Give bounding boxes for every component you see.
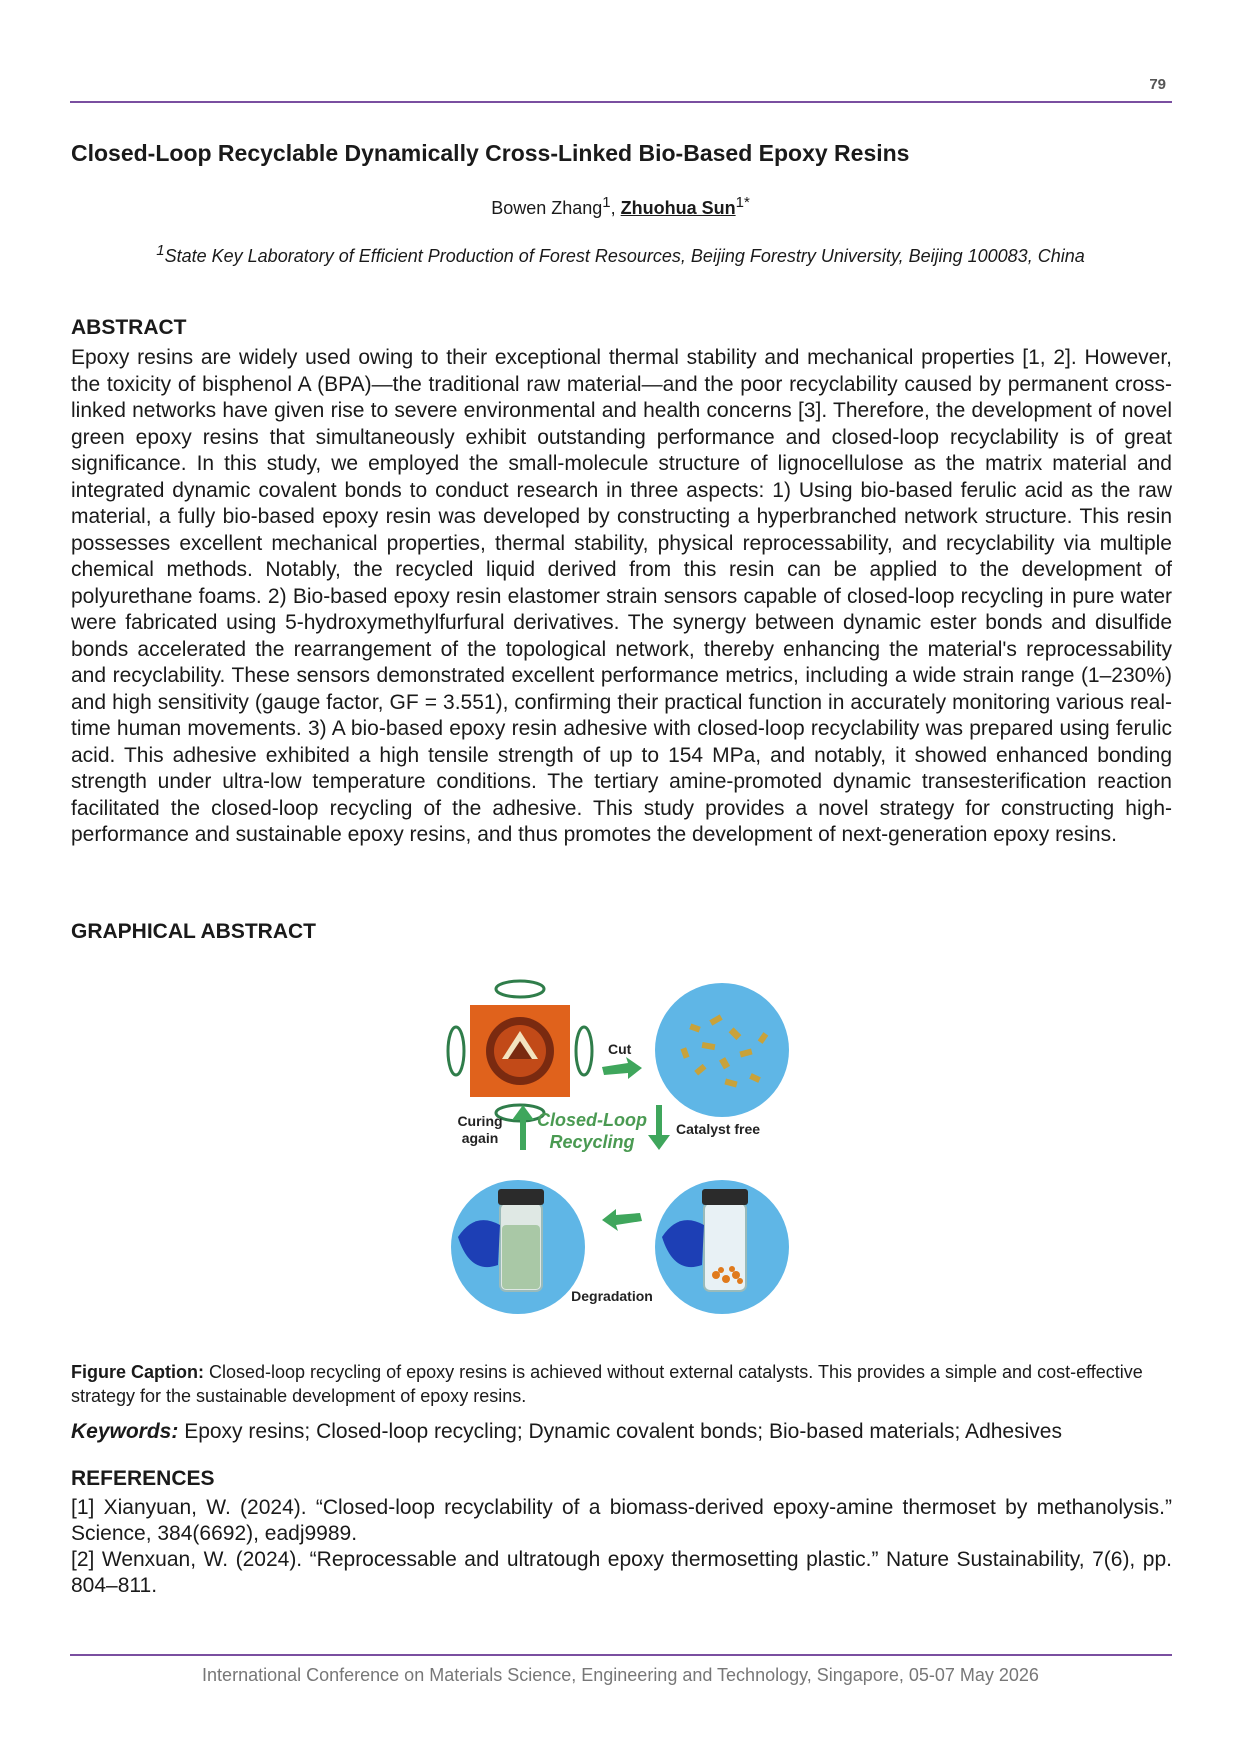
cut-label: Cut <box>608 1041 632 1057</box>
graphical-abstract-figure <box>440 975 820 1320</box>
author-2: Zhuohua Sun <box>620 198 736 218</box>
caption-label: Figure Caption: <box>71 1362 204 1382</box>
keywords-text: Epoxy resins; Closed-loop recycling; Dynamic covalent bonds; Bio-based materials; Adhesives <box>178 1420 1062 1443</box>
footer-text: International Conference on Materials Science, Engineering and Technology, Singapore, 05-07 May 2026 <box>202 1665 1039 1685</box>
abstract-body: Epoxy resins are widely used owing to their exceptional thermal stability and mechanical properties [1, 2]. However, the toxicity of bisphenol A (BPA)—the traditional raw material—and the poor recyclability caused by permanent cross-linked networks have given rise to severe environmental and health concerns [3]. Therefore, the development of novel green epoxy resins that simultaneously exhibit outstanding performance and closed-loop recyclability is of great significance. In this study, we employed the small-molecule structure of lignocellulose as the matrix material and integrated dynamic covalent bonds to conduct research in three aspects: 1) Using bio-based ferulic acid as the raw material, a fully bio-based epoxy resin was developed by constructing a hyperbranched network structure. This resin possesses excellent mechanical properties, thermal stability, physical reprocessability, and recyclability via multiple chemical methods. Notably, the recycled liquid derived from this resin can be applied to the development of polyurethane foams. 2) Bio-based epoxy resin elastomer strain sensors capable of closed-loop recycling in pure water were fabricated using 5-hydroxymethylfurfural derivatives. The synergy between dynamic ester bonds and disulfide bonds accelerated the rearrangement of the topological network, thereby enhancing the material's reprocessability and recyclability. These sensors demonstrated excellent performance metrics, including a wide strain range (1–230%) and high sensitivity (gauge factor, GF = 3.551), confirming their practical function in accurately monitoring various real-time human movements. 3) A bio-based epoxy resin adhesive with closed-loop recyclability was prepared using ferulic acid. This adhesive exhibited a high tensile strength of up to 154 MPa, and notably, it showed enhanced bonding strength under ultra-low temperature conditions. The tertiary amine-promoted dynamic transesterification reaction facilitated the closed-loop recycling of the adhesive. This study provides a novel strategy for constructing high-performance and sustainable epoxy resins, and thus promotes the development of next-generation epoxy resins. <box>71 346 1172 846</box>
author-separator: , <box>610 198 621 218</box>
graphical-abstract-heading: GRAPHICAL ABSTRACT <box>71 920 316 943</box>
arrow-degradation-icon <box>602 1209 642 1231</box>
affiliation <box>0 242 1241 267</box>
affiliation-text: State Key Laboratory of Efficient Production of Forest Resources, Beijing Forestry University, Beijing 100083, China <box>164 246 1085 266</box>
author-1-affil: 1 <box>602 194 611 211</box>
references-list <box>71 1495 1172 1599</box>
degradation-vial-image <box>655 1180 789 1314</box>
footer-rule <box>70 1654 1172 1656</box>
page-number: 79 <box>1149 76 1166 93</box>
header-rule <box>70 101 1172 103</box>
catalyst-free-label: Catalyst free <box>676 1121 761 1137</box>
author-line <box>0 194 1241 219</box>
arrow-catalyst-free-icon <box>648 1105 670 1150</box>
caption-text: Closed-loop recycling of epoxy resins is achieved without external catalysts. This provides a simple and cost-effective strategy for the sustainable development of epoxy resins. <box>71 1362 1143 1406</box>
keywords <box>71 1420 1062 1444</box>
center-label-line1: Closed-Loop <box>537 1110 647 1130</box>
curing-label-line2: again <box>461 1130 499 1146</box>
cured-vial-image <box>451 1180 585 1314</box>
references-heading: REFERENCES <box>71 1467 215 1490</box>
author-1: Bowen Zhang <box>491 198 603 218</box>
author-2-affil: 1* <box>735 194 750 211</box>
paper-title: Closed-Loop Recyclable Dynamically Cross-Linked Bio-Based Epoxy Resins <box>71 140 910 166</box>
abstract-heading: ABSTRACT <box>71 316 187 339</box>
affiliation-marker: 1 <box>156 242 165 259</box>
figure-caption <box>71 1360 1171 1408</box>
university-logo-resin-image <box>448 981 592 1121</box>
arrow-curing-icon <box>512 1105 534 1150</box>
center-label-line2: Recycling <box>549 1132 635 1152</box>
reference-item: [2] Wenxuan, W. (2024). “Reprocessable and ultratough epoxy thermosetting plastic.” Nature Sustainability, 7(6), pp. 804–811. <box>71 1548 1172 1597</box>
curing-label-line1: Curing <box>457 1113 503 1129</box>
degradation-label: Degradation <box>571 1288 653 1304</box>
keywords-label: Keywords: <box>71 1420 179 1443</box>
reference-item: [1] Xianyuan, W. (2024). “Closed-loop recyclability of a biomass-derived epoxy-amine thermoset by methanolysis.” Science, 384(6692), eadj9989. <box>71 1496 1172 1545</box>
cut-pieces-image <box>655 983 789 1117</box>
arrow-cut-icon <box>602 1057 642 1079</box>
